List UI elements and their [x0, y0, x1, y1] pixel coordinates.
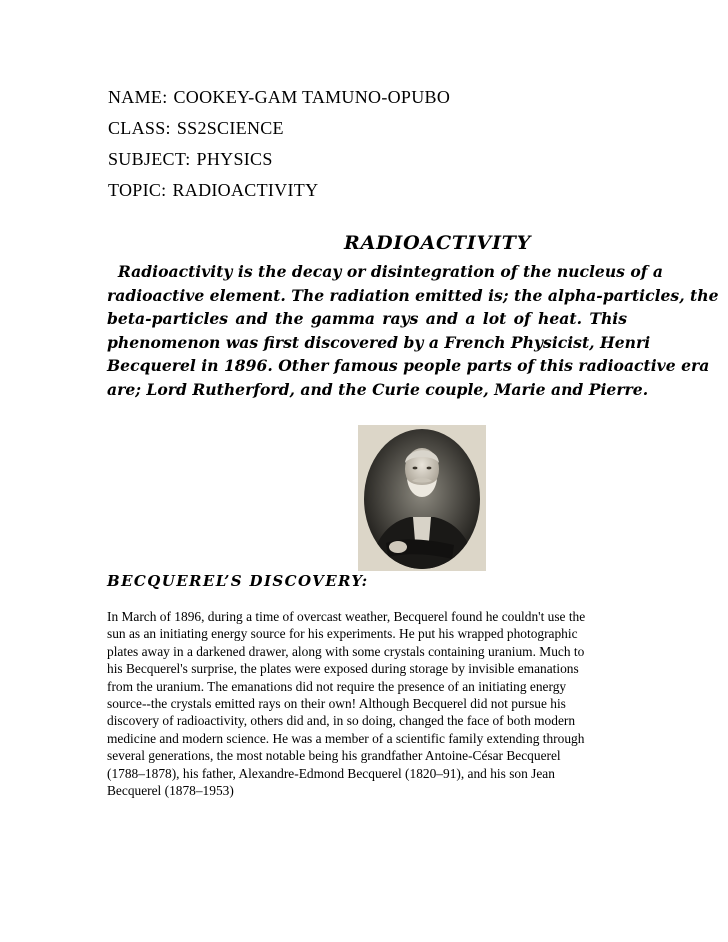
- subject-line: [108, 149, 273, 170]
- portrait-photo: [358, 425, 486, 571]
- intro-line: Becquerel in 1896. Other famous people parts of this radioactive era: [107, 356, 710, 376]
- body-line: plates away in a darkened drawer, along with some crystals containing uranium. Much to: [107, 643, 585, 659]
- intro-line: beta-particles and the gamma rays and a lot of heat. This: [107, 309, 627, 329]
- intro-line: Radioactivity is the decay or disintegration of the nucleus of a: [107, 262, 664, 281]
- body-line: In March of 1896, during a time of overcast weather, Becquerel found he couldn't use the: [107, 609, 586, 624]
- class-label: CLASS:: [108, 118, 171, 138]
- subject-label: SUBJECT:: [108, 149, 191, 169]
- intro-line: are; Lord Rutherford, and the Curie couple, Marie and Pierre.: [107, 379, 649, 399]
- body-line: medicine and modern science. He was a member of a scientific family extending through: [107, 730, 585, 746]
- body-line: several generations, the most notable being his grandfather Antoine-César Becquerel: [107, 748, 561, 764]
- topic-line: [108, 180, 318, 201]
- intro-line: phenomenon was first discovered by a French Physicist, Henri: [107, 332, 651, 352]
- name-value: COOKEY-GAM TAMUNO-OPUBO: [173, 87, 451, 107]
- subject-value: PHYSICS: [196, 149, 273, 169]
- body-line: from the uranium. The emanations did not require the presence of an initiating energy: [107, 678, 567, 694]
- name-label: NAME:: [108, 87, 168, 107]
- discovery-heading: BECQUEREL’S DISCOVERY:: [107, 572, 369, 590]
- intro-paragraph: [107, 260, 719, 402]
- body-line: Becquerel (1878–1953): [107, 783, 234, 799]
- topic-value: RADIOACTIVITY: [172, 180, 319, 200]
- discovery-paragraph: [107, 608, 622, 799]
- body-line: discovery of radioactivity, others did and, in so doing, changed the face of both modern: [107, 713, 576, 729]
- topic-label: TOPIC:: [108, 180, 167, 200]
- body-line: sun as an initiating energy source for his experiments. He put his wrapped photographic: [107, 626, 578, 642]
- main-heading: RADIOACTIVITY: [344, 232, 532, 254]
- body-line: his Becquerel's surprise, the plates were exposed during storage by invisible emanations: [107, 661, 579, 677]
- class-line: [108, 118, 284, 139]
- class-value: SS2SCIENCE: [176, 118, 284, 138]
- body-line: source--the crystals emitted rays on their own! Although Becquerel did not pursue his: [107, 696, 566, 712]
- name-line: [108, 87, 450, 108]
- intro-line: radioactive element. The radiation emitted is; the alpha-particles, the: [107, 285, 719, 305]
- body-line: (1788–1878), his father, Alexandre-Edmond Becquerel (1820–91), and his son Jean: [107, 765, 555, 781]
